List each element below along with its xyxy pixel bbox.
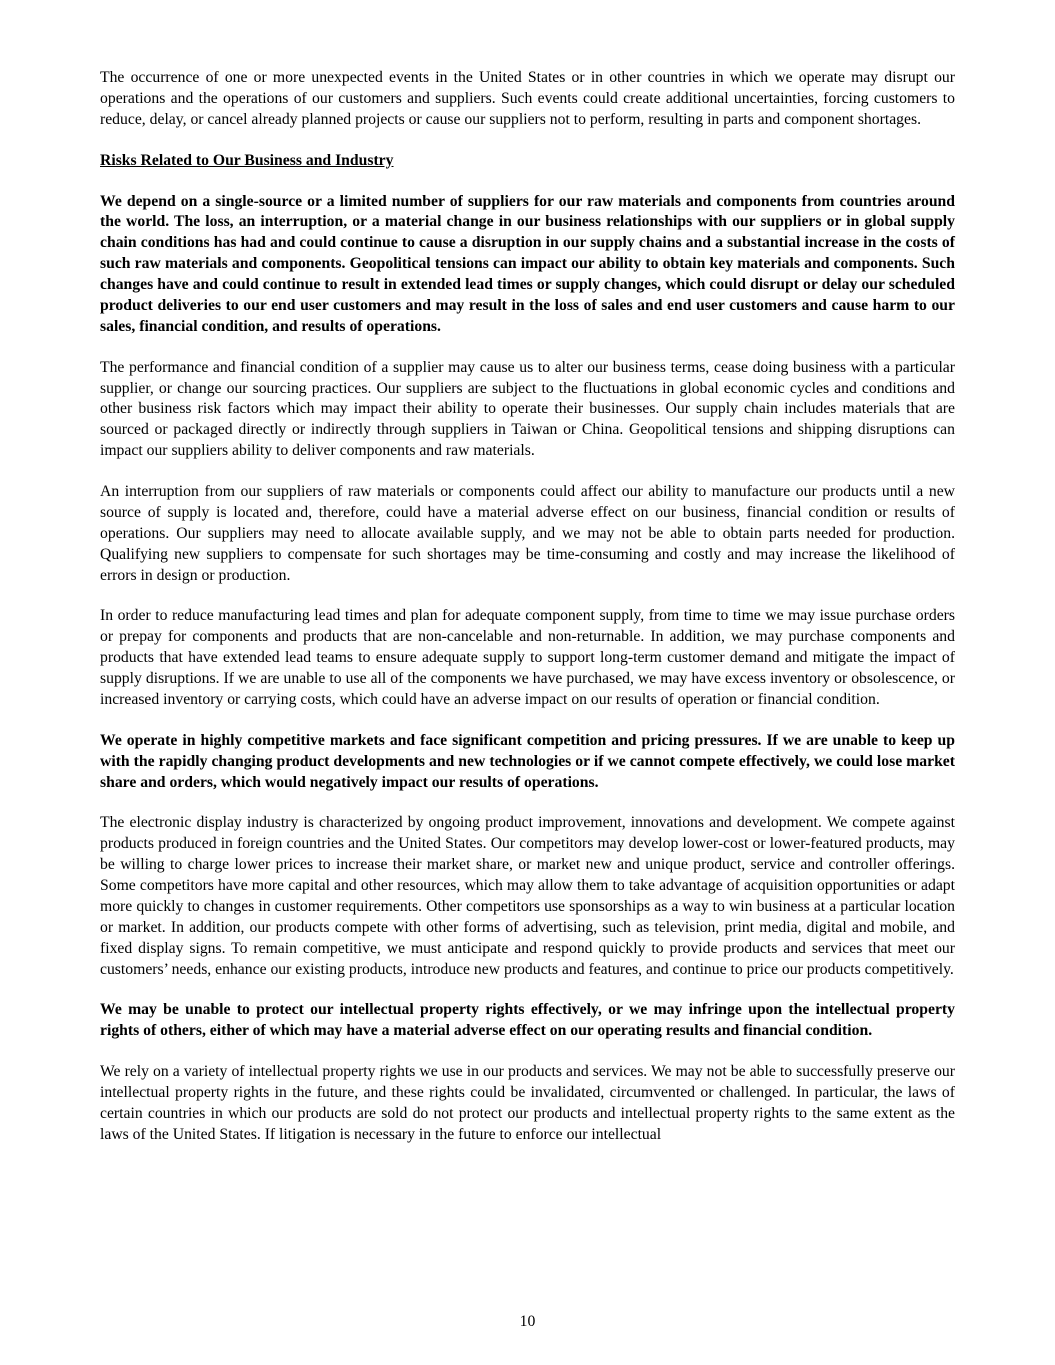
section-heading-risks-business-industry: Risks Related to Our Business and Industry: [100, 151, 394, 169]
risk-heading-single-source-suppliers: We depend on a single-source or a limited number of suppliers for our raw materials and components from countries around the world. The loss, an interruption, or a material change in our business relationships with our suppliers or in global supply chain conditions has had and could continue to cause a disruption in our supply chains and a substantial increase in the costs of such raw materials and components. Geopolitical tensions can impact our ability to obtain key materials and components. Such changes have and could continue to result in extended lead times or supply changes, which could disrupt or delay our scheduled product deliveries to our end user customers and may result in the loss of sales and end user customers and cause harm to our sales, financial condition, and results of operations.: [100, 192, 955, 335]
page-number: 10: [519, 1313, 536, 1331]
paragraph-electronic-display-industry: The electronic display industry is characterized by ongoing product improvement, innovations and development. We compete against products produced in foreign countries and the United States. Our competitors may develop lower-cost or lower-featured products, may be willing to charge lower prices to increase their market share, or market new and unique product, service and controller offerings. Some competitors have more capital and other resources, which may allow them to take advantage of acquisition opportunities or adapt more quickly to changes in customer requirements. Other competitors use sponsorships as a way to win business at a particular location or market. In addition, our products compete with other forms of advertising, such as television, print media, digital and mobile, and fixed display signs. To remain competitive, we must anticipate and respond quickly to provide products and services that meet our customers’ needs, enhance our existing products, introduce new products and features, and continue to price our products competitively.: [100, 814, 955, 978]
risk-heading-intellectual-property: We may be unable to protect our intellectual property rights effectively, or we may infringe upon the intellectual property rights of others, either of which may have a material adverse effect on our operating results and financial condition.: [100, 1001, 955, 1040]
paragraph-supplier-performance: The performance and financial condition of a supplier may cause us to alter our business terms, cease doing business with a particular supplier, or change our sourcing practices. Our suppliers are subject to the fluctuations in global economic cycles and conditions and other business risk factors which may impact their ability to operate their businesses. Our supply chain includes materials that are sourced or packaged directly or indirectly through suppliers in Taiwan or China. Geopolitical tensions and shipping disruptions can impact our suppliers ability to deliver components and raw materials.: [100, 358, 955, 460]
risk-heading-competitive-markets: We operate in highly competitive markets and face significant competition and pricing pressures. If we are unable to keep up with the rapidly changing product developments and new technologies or if we cannot compete effectively, we could lose market share and orders, which would negatively impact our results of operations.: [100, 731, 955, 791]
paragraph-unexpected-events: The occurrence of one or more unexpected events in the United States or in other countries in which we operate may disrupt our operations and the operations of our customers and suppliers. Such events could create additional uncertainties, forcing customers to reduce, delay, or cancel already planned projects or cause our suppliers not to perform, resulting in parts and component shortages.: [100, 69, 955, 128]
paragraph-lead-times-purchase-orders: In order to reduce manufacturing lead times and plan for adequate component supply, from time to time we may issue purchase orders or prepay for components and products that are non-cancelable and non-returnable. In addition, we may purchase components and products that have extended lead teams to ensure adequate supply to support long-term customer demand and mitigate the impact of supply disruptions. If we are unable to use all of the components we have purchased, we may have excess inventory or obsolescence, or increased inventory or carrying costs, which could have an adverse impact on our results of operation or financial condition.: [100, 607, 955, 708]
paragraph-ip-rights-reliance: We rely on a variety of intellectual property rights we use in our products and services. We may not be able to successfully preserve our intellectual property rights in the future, and these rights could be invalidated, circumvented or challenged. In particular, the laws of certain countries in which our products are sold do not protect our products and intellectual property rights to the same extent as the laws of the United States. If litigation is necessary in the future to enforce our intellectual: [100, 1063, 955, 1143]
paragraph-supplier-interruption: An interruption from our suppliers of raw materials or components could affect our ability to manufacture our products until a new source of supply is located and, therefore, could have a material adverse effect on our business, financial condition or results of operations. Our suppliers may need to allocate available supply, and we may not be able to obtain parts needed for production. Qualifying new suppliers to compensate for such shortages may be time-consuming and costly and may increase the likelihood of errors in design or production.: [100, 483, 955, 584]
